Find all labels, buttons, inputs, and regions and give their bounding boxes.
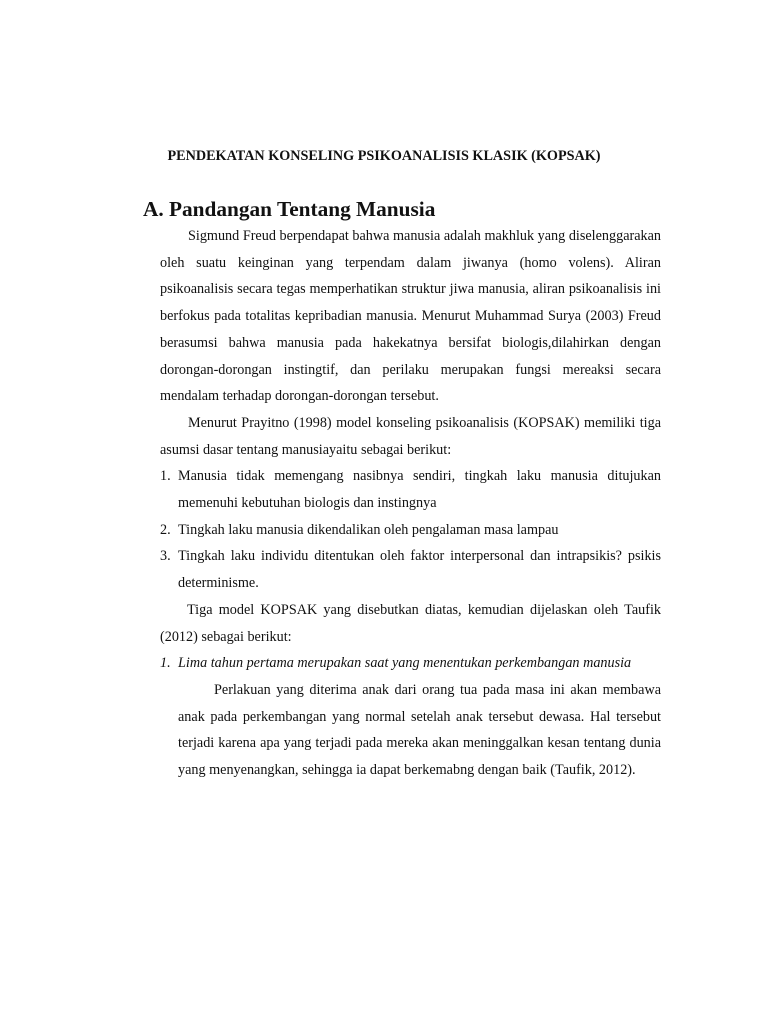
list-item-text: Tingkah laku manusia dikendalikan oleh pengalaman masa lampau [178,521,559,538]
document-title: PENDEKATAN KONSELING PSIKOANALISIS KLASIK (KOPSAK) [167,148,601,164]
paragraph-taufik: Tiga model KOPSAK yang disebutkan diatas, kemudian dijelaskan oleh Taufik (2012) sebagai berikut: [160,601,661,645]
section-body [160,223,661,784]
list-item [160,463,661,516]
paragraph-freud: Sigmund Freud berpendapat bahwa manusia adalah makhluk yang diselenggarakan oleh suatu keinginan yang terpendam dalam jiwanya (homo volens). Aliran psikoanalisis secara tegas memperhatikan struktur jiwa manusia, aliran psikoanalisis ini berfokus pada totalitas kepribadian manusia. Menurut Muhammad Surya (2003) Freud berasumsi bahwa manusia pada hakekatnya bersifat biologis,dilahirkan dengan dorongan-dorongan instingtif, dan perilaku merupakan fungsi mereaksi secara mendalam terhadap dorongan-dorongan tersebut. [160,228,661,405]
list-item-number: 3. [160,548,171,565]
assumptions-list [160,463,661,597]
list-item-text: Tingkah laku individu ditentukan oleh faktor interpersonal dan intrapsikis? psikis determinisme. [178,548,661,592]
list-item-number: 1. [160,468,171,485]
list-item-number: 1. [160,655,171,672]
section-heading-a: A. Pandangan Tentang Manusia [143,197,436,221]
list-item [160,650,661,677]
list-item-text: Manusia tidak memengang nasibnya sendiri, tingkah laku manusia ditujukan memenuhi kebutuhan biologis dan instingnya [178,468,661,512]
list-item-number: 2. [160,521,171,538]
paragraph-model-1: Perlakuan yang diterima anak dari orang tua pada masa ini akan membawa anak pada perkembangan yang normal setelah anak tersebut dewasa. Hal tersebut terjadi karena apa yang terjadi pada mereka akan meninggalkan kesan tentang dunia yang menyenangkan, sehingga ia dapat berkemabng dengan baik (Taufik, 2012). [178,681,661,779]
list-item [160,517,661,544]
paragraph-prayitno: Menurut Prayitno (1998) model konseling psikoanalisis (KOPSAK) memiliki tiga asumsi dasar tentang manusiayaitu sebagai berikut: [160,414,661,458]
list-item [160,543,661,596]
models-list [160,650,661,677]
list-item-heading: Lima tahun pertama merupakan saat yang menentukan perkembangan manusia [178,655,632,672]
